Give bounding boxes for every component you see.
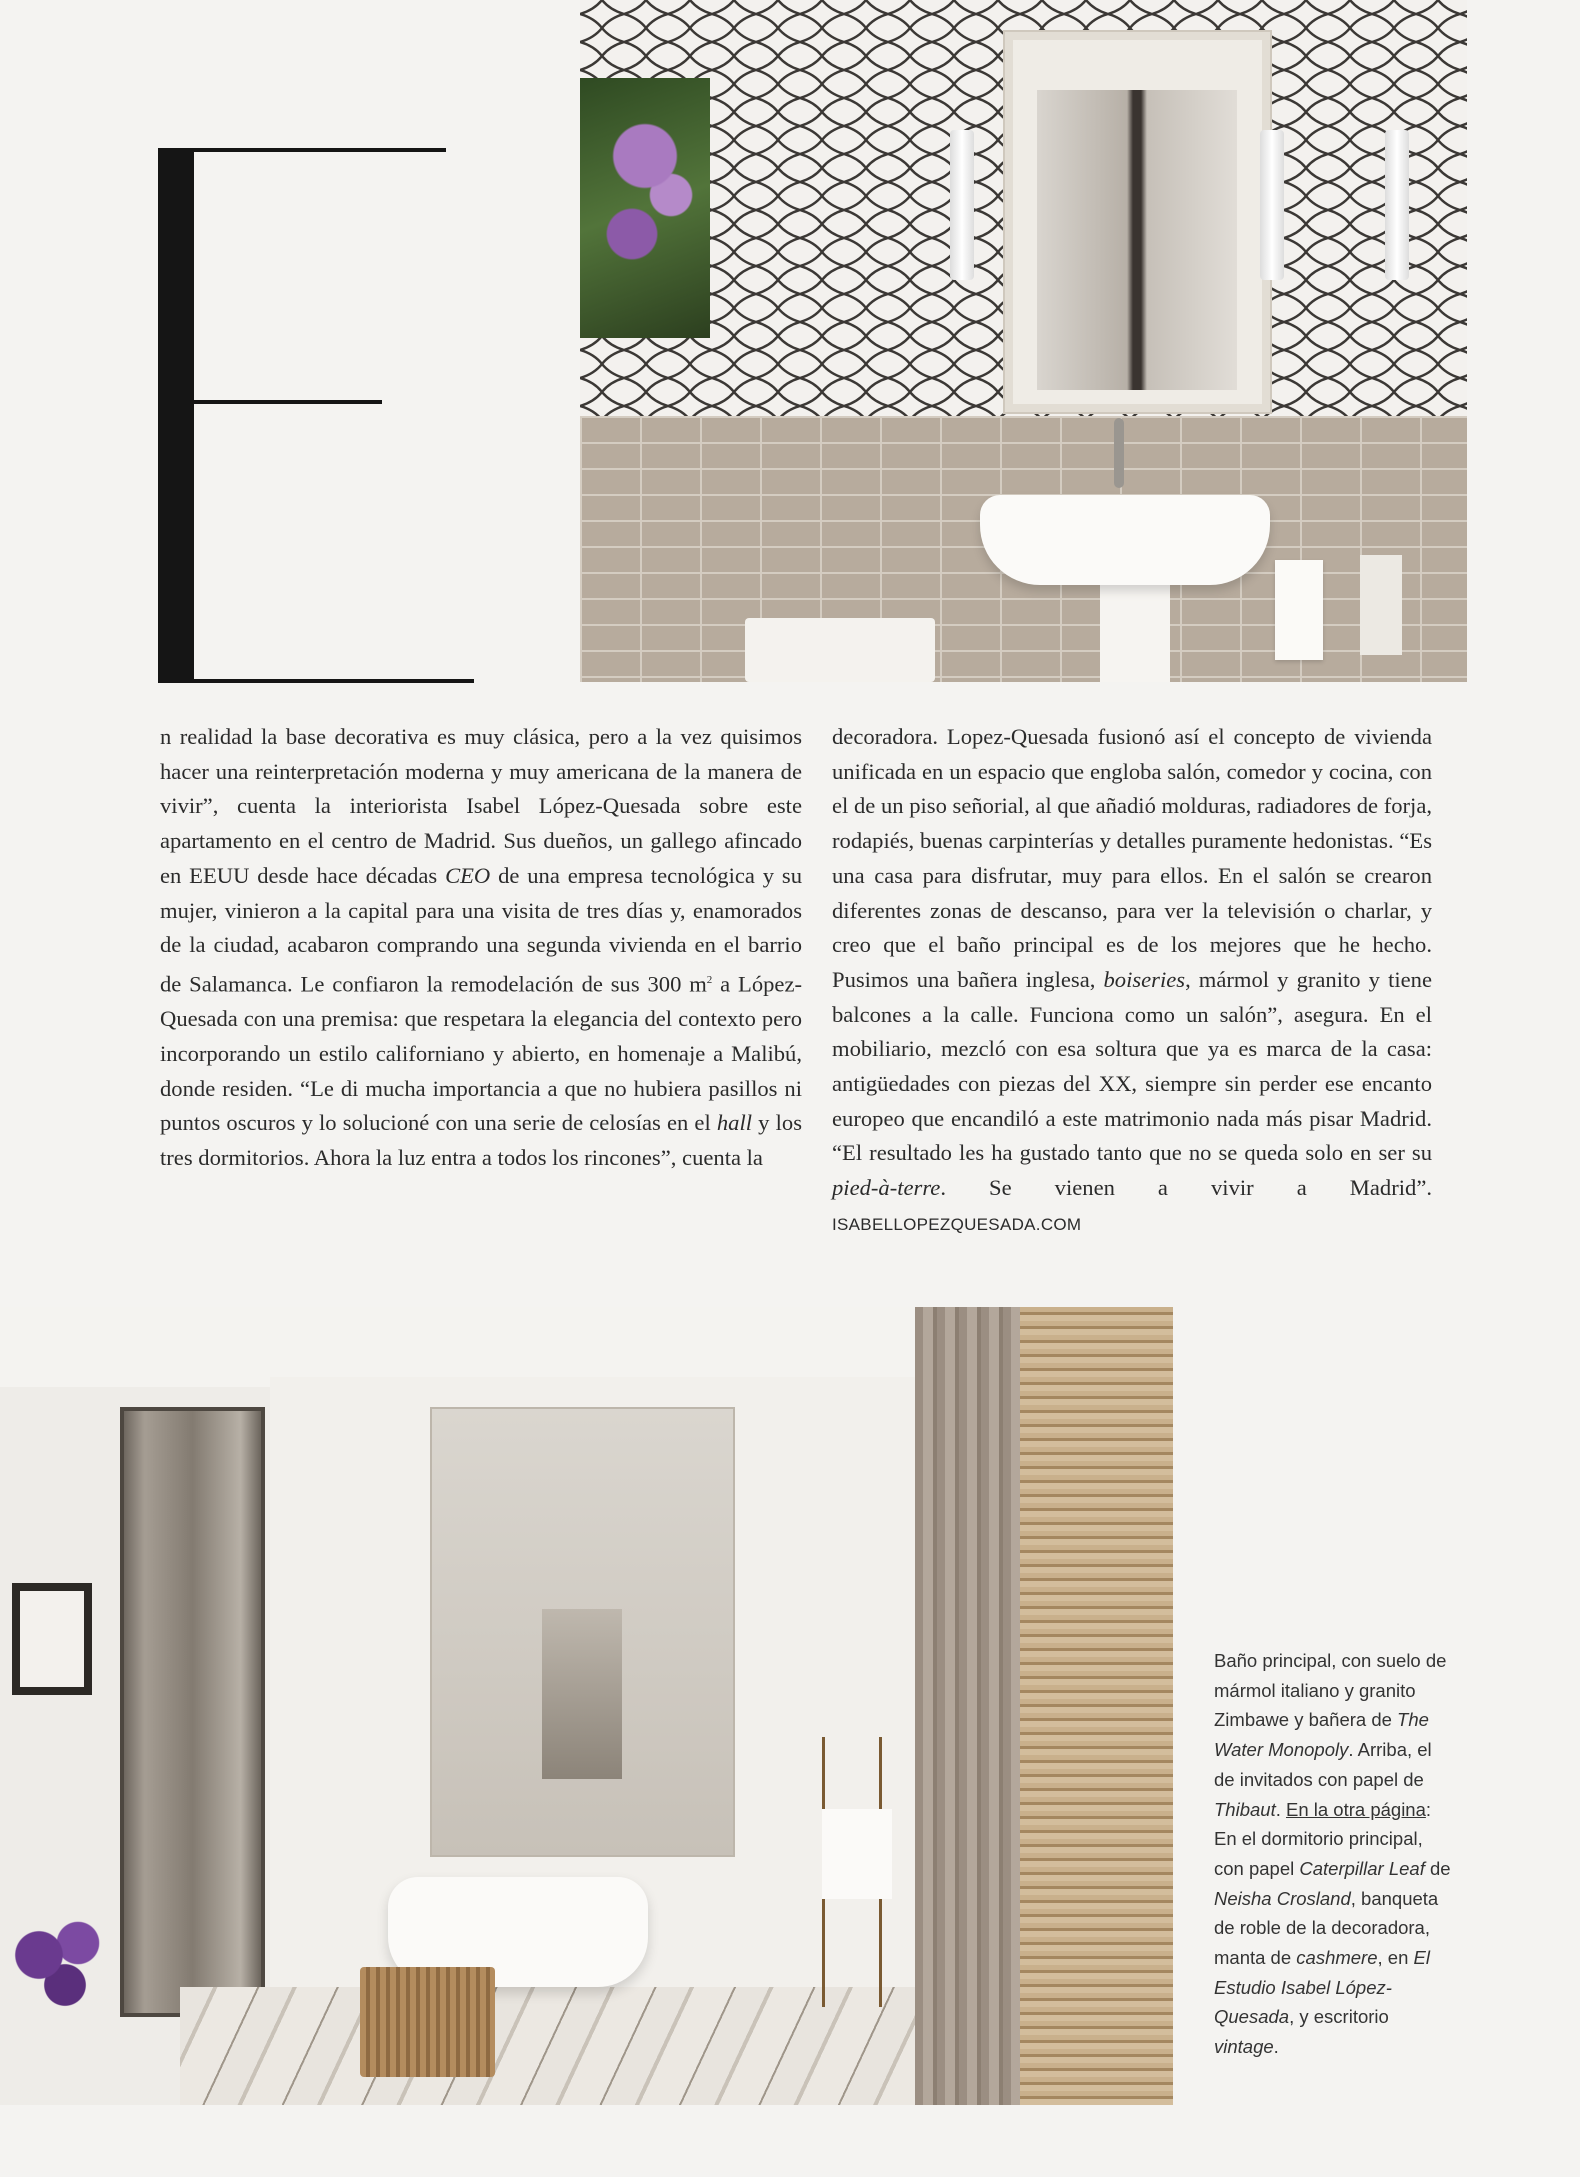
text-run: de una empresa tecnológica y su mujer, vinieron a la capital para una visita de tres días y, enamorados de la ciudad, acabaron comprando una segunda vivienda en el barrio de Salamanca. Le confiaron la remodelación de sus 300 m [160, 862, 802, 997]
glass-shower-screen [120, 1407, 265, 2017]
hand-towel [1360, 555, 1402, 655]
text-run: pied-à-terre [832, 1175, 941, 1201]
toilet-cistern [745, 618, 935, 682]
text-run: The Water Monopoly [1214, 1709, 1429, 1761]
drop-cap-arm [158, 400, 382, 404]
text-run: , mármol y granito y tiene balcones a la calle. Funciona como un salón”, asegura. En el mobiliario, mezcló con esa soltura que ya es marca de la casa: antigüedades con piezas del XX, siempre sin perder ese encanto europeo que encandiló a este matrimonio nada más pisar Madrid. “El resultado les ha gustado tanto que no se queda solo en ser su [832, 966, 1432, 1166]
text-run: En la otra página [1286, 1798, 1426, 1820]
photo-caption [1214, 1646, 1454, 2062]
drop-cap-stem [158, 148, 194, 683]
towel [822, 1809, 892, 1899]
text-run: Baño principal, con suelo de mármol italiano y granito Zimbawe y bañera de [1214, 1650, 1447, 1731]
purple-flowers [0, 1907, 130, 2027]
text-run: cashmere [1296, 1947, 1378, 1969]
article-paragraph [160, 720, 802, 1176]
large-wall-mirror [430, 1407, 735, 1857]
text-run: n realidad la base decorativa es muy clásica, pero a la vez quisimos hacer una reinterpretación moderna y muy americana de la manera de vivir”, cuenta la interiorista Isabel López-Quesada sobre este apartamento en el centro de Madrid. Sus dueños, un gallego afincado en EEUU desde hace décadas [160, 724, 802, 888]
article-column-left [160, 720, 802, 1176]
text-run: : En el dormitorio principal, con papel [1214, 1798, 1432, 1879]
text-run: Neisha Crosland [1214, 1887, 1351, 1909]
text-run: a López-Quesada con una premisa: que respetara la elegancia del contexto pero incorporando un estilo californiano y abierto, en homenaje a Malibú, donde residen. “Le di mucha importancia a que no hubiera pasillos ni puntos oscuros y lo solucioné con una serie de celosías en el [160, 971, 802, 1136]
guest-bathroom-photo [580, 0, 1467, 682]
mirror-reflection [542, 1609, 622, 1779]
text-run: ISABELLOPEZQUESADA.COM [832, 1214, 1082, 1234]
text-run: . [1273, 2036, 1279, 2058]
text-run: 2 [706, 973, 713, 986]
text-run: de [1424, 1857, 1451, 1879]
text-run: . Arriba, el de invitados con papel de [1214, 1739, 1432, 1790]
article-column-right [832, 720, 1432, 1243]
text-run: boiseries [1103, 966, 1186, 992]
text-run: , y escritorio [1289, 2006, 1389, 2028]
article-paragraph [832, 720, 1432, 1243]
main-bathroom-photo [0, 1307, 1173, 2105]
text-run: El Estudio Isabel López-Quesada [1214, 1947, 1430, 2028]
text-run: hall [716, 1110, 753, 1136]
bamboo-blind-window [1020, 1307, 1173, 2105]
text-run: . Se vienen a vivir a Madrid”. [940, 1175, 1432, 1201]
text-run: Thibaut [1214, 1798, 1276, 1820]
drop-cap-arm [158, 148, 446, 152]
hand-towel [1275, 560, 1323, 660]
wall-sconce [950, 130, 974, 280]
text-run: . [1275, 1798, 1286, 1820]
text-run: , banqueta de roble de la decoradora, manta de [1214, 1887, 1439, 1969]
linen-curtain [915, 1307, 1025, 2105]
pedestal-sink [980, 495, 1270, 585]
rattan-stool [360, 1967, 495, 2077]
framed-mirror [1005, 32, 1270, 412]
mirror-reflection [1037, 90, 1237, 390]
text-run: y los tres dormitorios. Ahora la luz entra a todos los rincones”, cuenta la [160, 1110, 802, 1170]
text-run: , en [1377, 1947, 1414, 1969]
wall-sconce [1385, 130, 1409, 280]
wall-sconce [1260, 130, 1284, 280]
drop-cap-arm [158, 679, 474, 683]
floral-artwork [580, 78, 710, 338]
drop-cap-letter [158, 148, 478, 683]
text-run: CEO [445, 862, 491, 888]
text-run: decoradora. Lopez-Quesada fusionó así el concepto de vivienda unificada en un espacio que engloba salón, comedor y cocina, con el de un piso señorial, al que añadió molduras, radiadores de forja, rodapiés, buenas carpinterías y detalles puramente hedonistas. “Es una casa para disfrutar, muy para ellos. En el salón se crearon diferentes zonas de descanso, para ver la televisión o charlar, y creo que el baño principal es de los mejores que he hecho. Pusimos una bañera inglesa, [832, 724, 1432, 992]
text-run: vintage [1214, 2036, 1274, 2058]
text-run: Caterpillar Leaf [1299, 1857, 1425, 1879]
framed-artwork [12, 1583, 92, 1695]
faucet [1114, 418, 1124, 488]
